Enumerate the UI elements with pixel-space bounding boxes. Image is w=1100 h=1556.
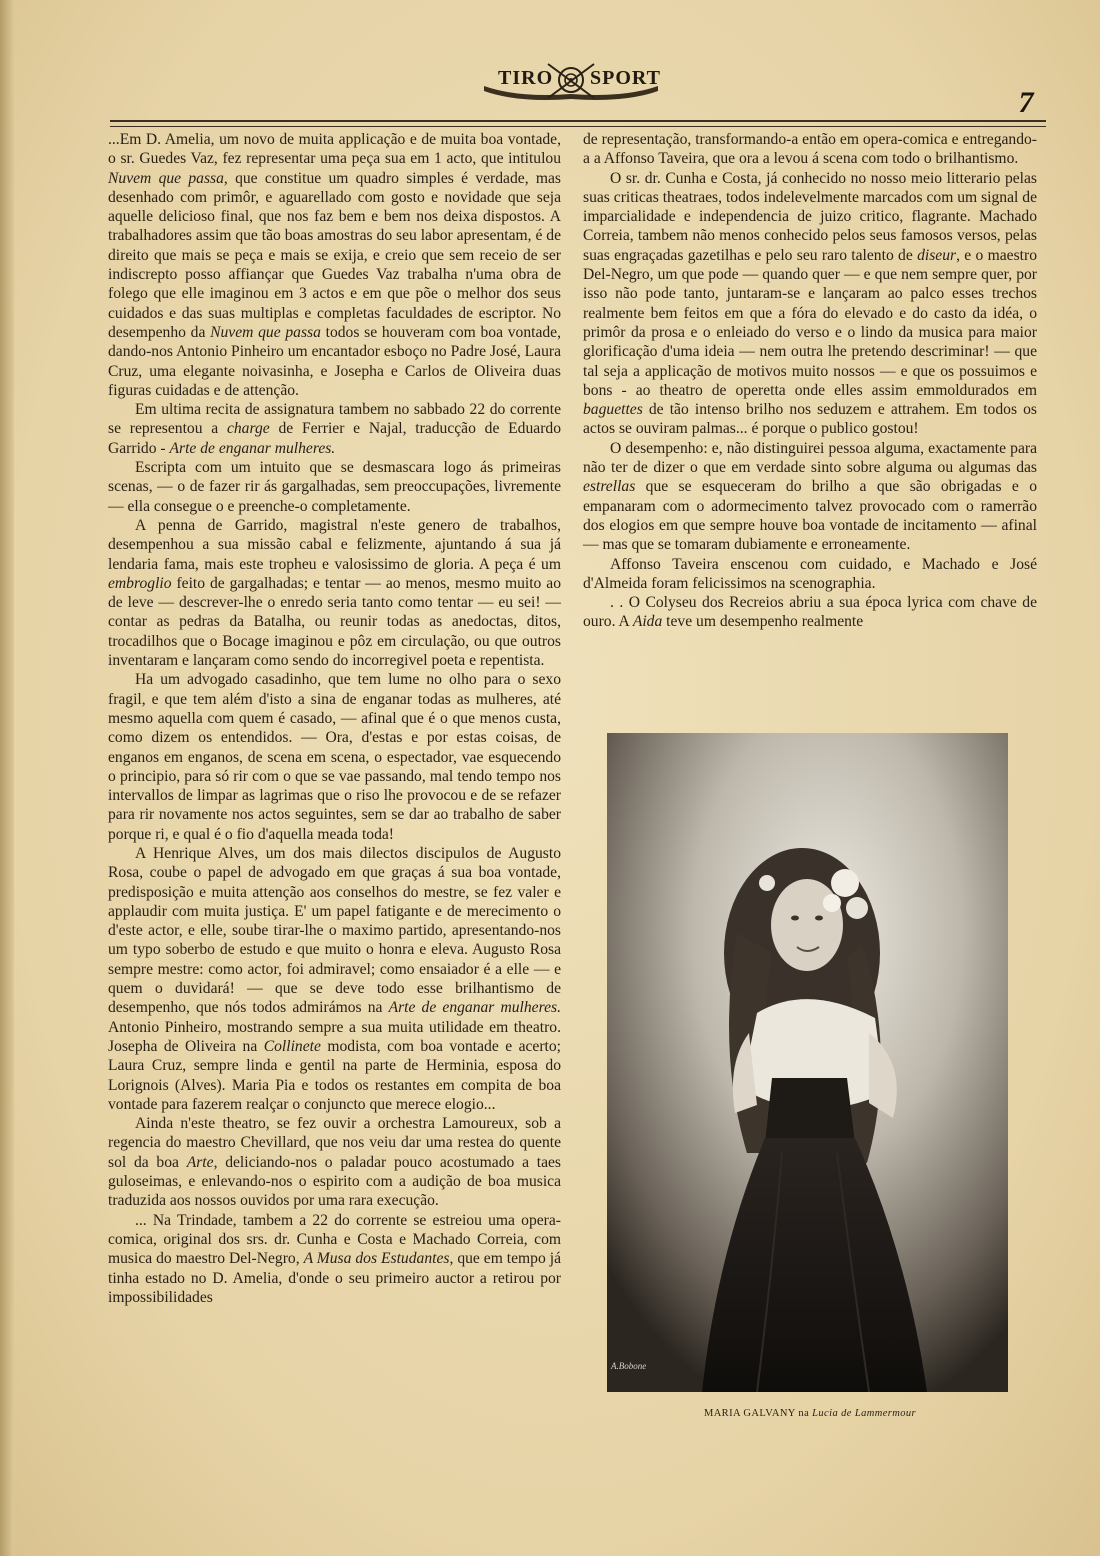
masthead-text-sport: SPORT [590, 67, 661, 89]
italic-title-text: charge [226, 420, 270, 438]
italic-title-text: A Musa dos Estudantes [303, 1250, 450, 1268]
caption-connector: na [795, 1408, 813, 1419]
article-paragraph [108, 1114, 561, 1210]
body-text: Em ultima recita de assignatura tambem no sabbado 22 do corrente se representou a [108, 401, 561, 438]
body-text: todos se houveram com boa vontade, dando-nos Antonio Pinheiro um encantador esboço no Padre José, Laura Cruz, uma elegante noivasinha, e Josepha e Carlos de Oliveira duas figuras cuidadas e de attenção. [108, 323, 561, 399]
body-text: teve um desempenho realmente [662, 613, 864, 631]
italic-title-text: baguettes [583, 401, 643, 419]
body-text: , que constitue um quadro simples é verdade, mas desenhado com primôr, e aguarellado com gosto e novidade que seja aquelle delicioso final, que nos faz bem e bem nos deixa dispostos. A trabalhadores assim que tão boas amostras do seu labor apresentam, é de direito que mais se peça e mais se exija, e creio que sem receio de ser indiscrepto posso affiançar que Guedes Vaz trabalha n'uma obra de folego que elle imaginou em 3 actos e em que põe o melhor dos seus cuidados e das suas multiplas e completas faculdades de escriptor. No desempenho da [108, 169, 561, 341]
italic-title-text: diseur [917, 246, 957, 264]
italic-title-text: Nuvem que passa [210, 323, 321, 341]
body-text: Ainda n'este theatro, se fez ouvir a orchestra Lamoureux, sob a regencia do maestro Chevillard, que nos veiu dar uma restea do quente sol da boa [108, 1115, 561, 1171]
body-text: Affonso Taveira enscenou com cuidado, e Machado e José d'Almeida foram felicissimos na scenographia. [583, 555, 1037, 592]
body-text: A Henrique Alves, um dos mais dilectos discipulos de Augusto Rosa, coube o papel de advogado em que graças á sua boa vontade, predisposição e muita attenção aos conselhos do mestre, se fez valer e applaudir com muita justiça. E' um papel fatigante e de merecimento o d'este actor, e elle, soube tirar-lhe o maximo partido, apresentando-nos um typo soberbo de estudo e que muito o honra e eleva. Augusto Rosa sempre mestre: como actor, foi admiravel; como ensaiador é a elle — e quem o duvidará! — que se deve todo esse brilhantismo de desempenho, que nós todos admirámos na [108, 844, 561, 1017]
body-text: Escripta com um intuito que se desmascara logo ás primeiras scenas, — o de fazer rir ás gargalhadas, sem preoccupações, livremente — ella consegue o e preenche-o completamente. [108, 459, 561, 515]
masthead-text-tiro: TIRO [498, 67, 554, 89]
italic-title-text: Arte de enganar mulheres. [388, 999, 561, 1017]
body-text: de representação, transformando-a então em opera-comica e entregando-a a Affonso Taveira, que ora a levou á scena com todo o brilhantismo. [583, 131, 1037, 168]
article-paragraph [108, 458, 561, 516]
article-paragraph [108, 1211, 561, 1307]
article-paragraph [583, 130, 1037, 169]
article-paragraph [108, 130, 561, 400]
body-text: modista, com boa vontade e acerto; Laura Cruz, sempre linda e gentil na parte de Herminia, esposa do Lorignois (Alves). Maria Pia e todos os restantes em compita de boa vontade para fazerem realçar o conjuncto que merece elogio... [108, 1037, 561, 1113]
header-rule [110, 120, 1046, 127]
body-text: , que em tempo já tinha estado no D. Amelia, d'onde o seu primeiro auctor a retirou por impossibilidades [108, 1250, 561, 1306]
body-text: ...Em D. Amelia, um novo de muita applicação e de muita boa vontade, o sr. Guedes Vaz, fez representar uma peça sua em 1 acto, que intitulou [108, 131, 561, 168]
body-text: Antonio Pinheiro, mostrando sempre a sua muita utilidade em theatro. Josepha de Oliveira na [108, 1018, 561, 1055]
body-text: que se esqueceram do brilho a que são obrigadas e o empanaram com o adormecimento talvez provocado com o ramerrão dos elogios em que sempre houve boa vontade de incitamento — afinal — mas que se tomaram dubiamente e erroneamente. [583, 478, 1037, 554]
body-text: de Ferrier e Najal, traducção de Eduardo Garrido - [108, 420, 561, 457]
body-text: A penna de Garrido, magistral n'este genero de trabalhos, desempenhou a sua missão cabal e felizmente, ajuntando á sua já lendaria fama, mais este tropheu e valosissimo de gloria. A peça é um [108, 516, 561, 573]
article-column-right [583, 130, 1037, 700]
body-text: de tão intenso brilho nos seduzem e attrahem. Em todos os actos se ouviram palmas... é porque o publico gostou! [583, 401, 1037, 438]
body-text: feito de gargalhadas; e tentar — ao menos, mesmo muito ao de leve — descrever-lhe o enredo seria tanto como tentar — eu sei! — contar as pedras da Batalha, ou reunir todas as anedoctas, ditos, trocadilhos que o Bocage imaginou e pôz em circulação, ou que outros inventaram e lançaram como sendo do incorregivel poeta e repentista. [108, 574, 561, 670]
article-paragraph [108, 400, 561, 458]
body-text: Ha um advogado casadinho, que tem lume no olho para o sexo fragil, e que tem além d'isto a sina de enganar todas as mulheres, até mesmo aquella com quem é casado, — afinal que é o que menos custa, como dizem os entendidos. — Ora, d'estas e por estas coisas, de enganos em enganos, de scena em scena, o espectador, vae esquecendo o principio, para só rir com o que se vae passando, mal tendo tempo nos intervallos de limpar as lagrimas que o riso lhe provocou e de se refazer para rir novamente nos actos seguintes, sem se dar ao trabalho de saber porque ri, e qual é o fio d'aquella meada toda! [108, 671, 561, 843]
page-number: 7 [1018, 86, 1034, 119]
article-paragraph [583, 593, 1037, 632]
portrait-photo [607, 733, 1008, 1392]
italic-title-text: Nuvem que passa [108, 169, 224, 187]
photographer-signature: A.Bobone [611, 1361, 647, 1371]
body-text: , deliciando-nos o paladar pouco acostumado a taes guloseimas, e enlevando-nos o espirito com a audição de boa musica traduzida aos nossos ouvidos por uma rara execução. [108, 1153, 561, 1210]
article-paragraph [108, 516, 561, 670]
body-text: ... Na Trindade, tambem a 22 do corrente se estreiou uma opera-comica, original dos srs. dr. Cunha e Costa e Machado Correia, com musica do maestro Del-Negro, [108, 1211, 561, 1268]
article-paragraph [583, 555, 1037, 594]
article-paragraph [583, 439, 1037, 555]
body-text: , e o maestro Del-Negro, um que pode — quando quer — e que nem sempre quer, por isso não pode tanto, juntaram-se e lançaram ao palco esses trechos realmente bem feitos em que a fóra do elevado e do casto da idéa, o primôr da prosa e o enleiado do verso e o lindo da musica para maior glorificação d'uma ideia — nem outra lhe pretendo descriminar! — que tal seja a applicação de motivos muito nossos — e que os possuimos e bons - ao theatro de operetta onde elles assim emmoldurados em [583, 246, 1037, 399]
italic-title-text: estrellas [583, 478, 636, 496]
article-paragraph [583, 169, 1037, 439]
body-text: O sr. dr. Cunha e Costa, já conhecido no nosso meio litterario pelas suas criticas theatraes, todos indelevelmente marcados com um signal de imparcialidade e independencia de juizo critico, flagrante. Machado Correia, tambem não menos conhecido pelos seus famosos versos, pelas suas engraçadas gazetilhas e pelo seu raro talento de [583, 169, 1037, 264]
body-text: . . O Colyseu dos Recreios abriu a sua época lyrica com chave de ouro. A [583, 594, 1037, 631]
italic-title-text: Collinete [263, 1037, 321, 1055]
article-column-left [108, 130, 561, 1430]
body-text: O desempenho: e, não distinguirei pessoa alguma, exactamente para não ter de dizer o que em verdade sinto sobre alguma ou algumas das [583, 439, 1037, 477]
italic-title-text: embroglio [108, 574, 172, 592]
caption-title: Lucia de Lammermour [812, 1408, 917, 1419]
photo-caption [583, 1408, 1037, 1419]
masthead-logo [478, 58, 664, 104]
article-paragraph [108, 670, 561, 844]
italic-title-text: Arte [186, 1153, 214, 1171]
italic-title-text: Arte de enganar mulheres. [169, 439, 336, 457]
italic-title-text: Aida [632, 613, 663, 631]
binding-edge [0, 0, 14, 1556]
caption-name: MARIA GALVANY [703, 1408, 796, 1419]
article-paragraph [108, 844, 561, 1114]
